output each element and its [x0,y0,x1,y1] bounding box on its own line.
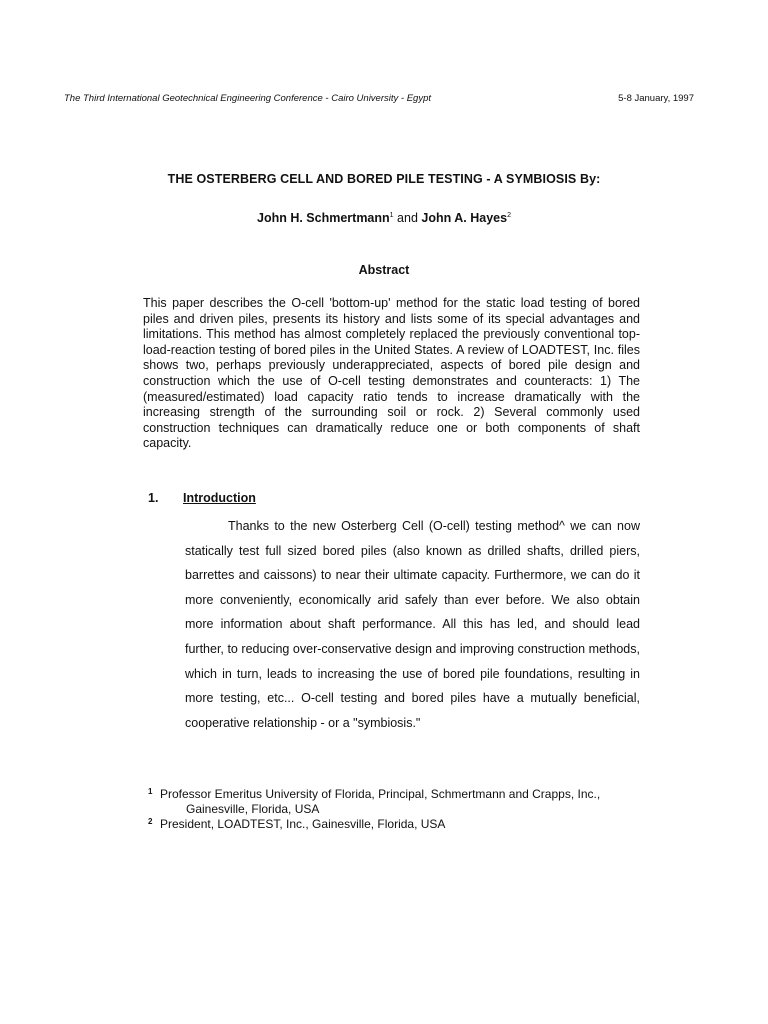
footnote-line: President, LOADTEST, Inc., Gainesville, Florida, USA [160,817,446,831]
authors-joiner: and [393,211,422,225]
footnote-line: Professor Emeritus University of Florida, Principal, Schmertmann and Crapps, Inc., [160,787,601,801]
section-title: Introduction [183,491,256,505]
conference-date: 5-8 January, 1997 [618,93,694,104]
footnote-1 [148,787,668,817]
footnote-mark: 2 [148,817,153,826]
introduction-text: Thanks to the new Osterberg Cell (O-cell) testing method^ we can now statically test full sized bored piles (also known as drilled shafts, drilled piers, barrettes and caissons) to near their ultimate capacity. Furthermore, we can do it more conveniently, economically arid safely than ever before. We also obtain more information about shaft performance. All this has led, and should lead further, to reducing over-conservative design and improving construction methods, which in turn, leads to increasing the use of bored pile foundations, resulting in more testing, etc... O-cell testing and bored piles have a mutually beneficial, cooperative relationship - or a "symbiosis." [185,519,640,730]
abstract-text: This paper describes the O-cell 'bottom-up' method for the static load testing of bored piles and driven piles, presents its history and lists some of its special advantages and limitations. This method has almost completely replaced the previously conventional top-load-reaction testing of bored piles in the United States. A review of LOADTEST, Inc. files shows two, perhaps previously underappreciated, aspects of bored pile design and construction which the use of O-cell testing demonstrates and counteracts: 1) The (measured/estimated) load capacity ratio tends to increase dramatically with the increasing strength of the surrounding soil or rock. 2) Several commonly used construction techniques can dramatically reduce one or both components of shaft capacity. [143,296,640,451]
footnote-mark: 1 [148,787,153,796]
abstract-heading: Abstract [358,263,410,277]
author-1: John H. Schmertmann [257,211,390,225]
running-header [64,93,694,104]
author-1-footnote-mark: 1 [389,212,394,219]
footnote-2 [148,817,668,832]
footnote-text [160,787,668,817]
section-number: 1. [148,491,159,505]
footnote-text [160,817,668,832]
conference-name: The Third International Geotechnical Engineering Conference - Cairo University - Egypt [64,93,431,104]
author-line [0,211,768,225]
paper-title: THE OSTERBERG CELL AND BORED PILE TESTING - A SYMBIOSIS By: [167,172,601,186]
footnote-line: Gainesville, Florida, USA [186,802,320,816]
author-2-footnote-mark: 2 [507,212,511,219]
footnotes [148,787,668,832]
author-2: John A. Hayes [421,211,508,225]
section-1-heading [148,491,256,505]
